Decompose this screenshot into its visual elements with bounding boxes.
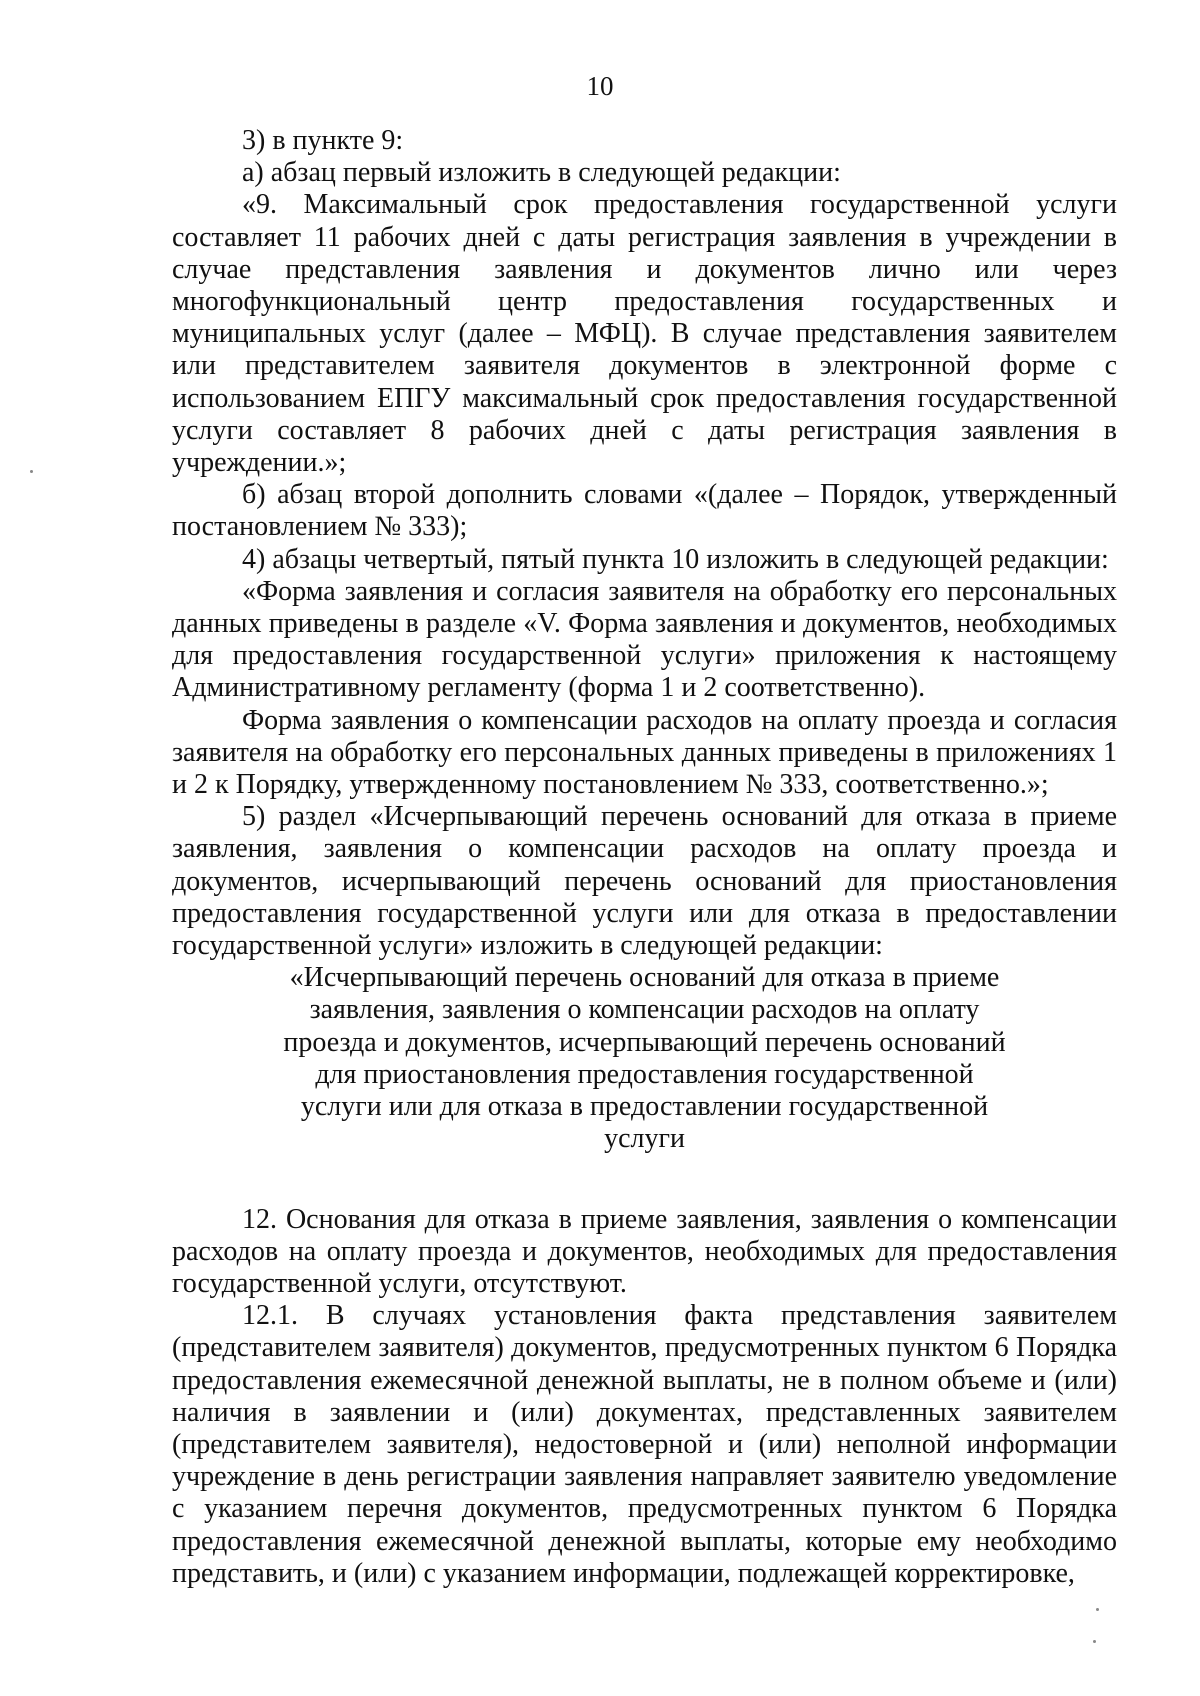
scan-speck [1096,1608,1099,1611]
section-heading: «Исчерпывающий перечень оснований для отказа в приеме заявления, заявления о компенсации расходов на оплату проезда и документов, исчерпывающий перечень оснований для приостановления предоставления государственной услуги или для отказа в предоставлении государственной услуги [283,962,1006,1155]
scan-speck [30,470,33,473]
paragraph-item-3-point-9: 3) в пункте 9: [242,125,404,156]
paragraph-point-12: 12. Основания для отказа в приеме заявления, заявления о компенсации расходов на оплату проезда и документов, необходимых для предоставления государственной услуги, отсутствуют. [172,1203,1117,1299]
paragraph-subitem-b: б) абзац второй дополнить словами «(далее – Порядок, утвержденный постановлением № 333); [172,479,1117,543]
document-body [172,125,1117,1590]
page-number: 10 [586,71,614,101]
scan-speck [1093,1640,1096,1643]
paragraph-form-of-compensation: Форма заявления о компенсации расходов на оплату проезда и согласия заявителя на обработку его персональных данных приведены в приложениях 1 и 2 к Порядку, утвержденному постановлением № 333, соответственно.»; [172,704,1117,801]
paragraph-new-point-9: «9. Максимальный срок предоставления государственной услуги составляет 11 рабочих дней с даты регистрация заявления в учреждении в случае представления заявления и документов лично или через многофункциональный центр предоставления государственных и муниципальных услуг (далее – МФЦ). В случае представления заявителем или представителем заявителя документов в электронной форме с использованием ЕПГУ максимальный срок предоставления государственной услуги составляет 8 рабочих дней с даты регистрация заявления в учреждении.»; [172,189,1117,479]
paragraph-item-5-section: 5) раздел «Исчерпывающий перечень оснований для отказа в приеме заявления, заявления о компенсации расходов на оплату проезда и документов, исчерпывающий перечень оснований для приостановления предоставления государственной услуги или для отказа в предоставлении государственной услуги» изложить в следующей редакции: [172,801,1117,962]
paragraph-item-4-point-10: 4) абзацы четвертый, пятый пункта 10 изложить в следующей редакции: [242,543,1109,575]
paragraph-form-of-application: «Форма заявления и согласия заявителя на обработку его персональных данных приведены в разделе «V. Форма заявления и документов, необходимых для предоставления государственной услуги» приложения к настоящему Административному регламенту (форма 1 и 2 соответственно). [172,575,1117,704]
paragraph-subitem-a: а) абзац первый изложить в следующей редакции: [242,157,841,189]
paragraph-point-12-1: 12.1. В случаях установления факта представления заявителем (представителем заявителя) документов, предусмотренных пунктом 6 Порядка предоставления ежемесячной денежной выплаты, не в полном объеме и (или) наличия в заявлении и (или) документах, представленных заявителем (представителем заявителя), недостоверной и (или) неполной информации учреждение в день регистрации заявления направляет заявителю уведомление с указанием перечня документов, предусмотренных пунктом 6 Порядка предоставления ежемесячной денежной выплаты, которые ему необходимо представить, и (или) с указанием информации, подлежащей корректировке, [172,1300,1117,1589]
